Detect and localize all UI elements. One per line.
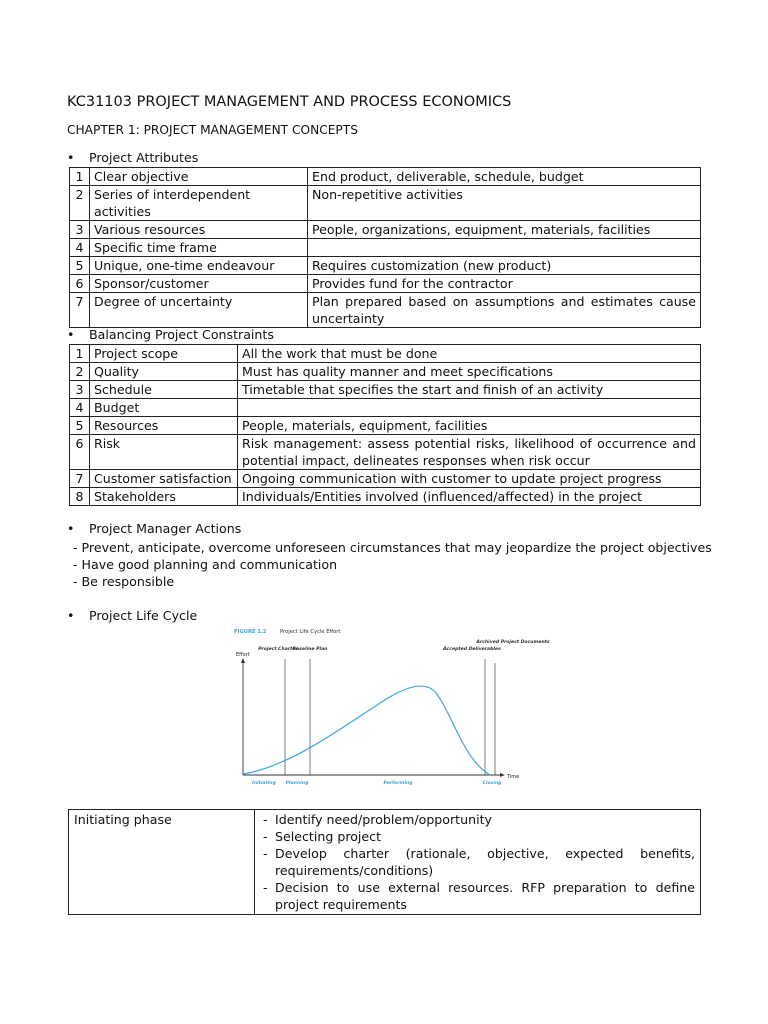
row-item: Sponsor/customer [90,275,308,293]
row-number: 1 [70,168,90,186]
lifecycle-figure [228,623,550,795]
table-row [70,435,701,470]
row-number: 1 [70,345,90,363]
phase-label-planning: Planning [285,781,309,786]
x-axis-arrow-icon [500,773,505,777]
phase-table [68,809,701,915]
action-line: - Be responsible [73,574,175,589]
row-number: 8 [70,488,90,506]
row-item: Customer satisfaction [90,470,238,488]
row-item: Stakeholders [90,488,238,506]
section-heading-text: Balancing Project Constraints [89,327,274,342]
y-axis-arrow-icon [241,658,245,663]
table-row [70,257,701,275]
x-axis-label: Time [507,774,520,780]
row-description: Plan prepared based on assumptions and estimates cause uncertainty [308,293,701,328]
figure-caption-prefix: FIGURE 1.2 [234,629,267,635]
row-number: 5 [70,257,90,275]
row-description: Risk management: assess potential risks, likelihood of occurrence and potential impact, delineates responses when risk occur [238,435,701,470]
phase-label-initiating: Initiating [252,781,276,786]
effort-curve [243,686,490,775]
row-item: Unique, one-time endeavour [90,257,308,275]
row-description: Timetable that specifies the start and finish of an activity [238,381,701,399]
row-description [238,399,701,417]
list-item-text: Identify need/problem/opportunity [275,812,492,827]
table-row [70,381,701,399]
phase-items-cell [255,810,701,915]
row-description: Non-repetitive activities [308,186,701,221]
table-row [70,293,701,328]
row-number: 4 [70,239,90,257]
row-item: Schedule [90,381,238,399]
section-heading-lifecycle [67,608,197,623]
table-row [70,275,701,293]
section-heading-constraints [67,327,274,342]
row-description: Provides fund for the contractor [308,275,701,293]
milestone-label-charter: Project Charter [258,647,298,652]
section-heading-text: Project Life Cycle [89,608,198,623]
table-row [70,168,701,186]
phase-label-closing: Closing [482,781,502,786]
row-item: Specific time frame [90,239,308,257]
row-number: 6 [70,275,90,293]
table-row [70,363,701,381]
row-description: End product, deliverable, schedule, budget [308,168,701,186]
document-title: KC31103 PROJECT MANAGEMENT AND PROCESS ECONOMICS [67,94,512,110]
row-item: Quality [90,363,238,381]
row-number: 4 [70,399,90,417]
row-item: Series of interdependent activities [90,186,308,221]
list-item-text: Selecting project [275,829,382,844]
constraints-table [69,344,701,506]
section-heading-text: Project Manager Actions [89,521,242,536]
row-description: People, materials, equipment, facilities [238,417,701,435]
section-heading-actions [67,521,241,536]
row-number: 2 [70,186,90,221]
row-number: 7 [70,293,90,328]
list-item-text: Develop charter (rationale, objective, expected benefits, requirements/conditions) [275,846,695,878]
row-description [308,239,701,257]
milestone-label-archived: Archived Project Documents [476,640,550,645]
action-line: - Have good planning and communication [73,557,338,572]
row-description: People, organizations, equipment, materials, facilities [308,221,701,239]
row-number: 6 [70,435,90,470]
row-item: Budget [90,399,238,417]
row-number: 3 [70,381,90,399]
row-item: Degree of uncertainty [90,293,308,328]
row-description: Must has quality manner and meet specifications [238,363,701,381]
row-description: Individuals/Entities involved (influenced/affected) in the project [238,488,701,506]
row-item: Resources [90,417,238,435]
row-item: Project scope [90,345,238,363]
bullet-icon: • [67,521,75,536]
table-row [70,399,701,417]
attributes-table [69,167,701,328]
list-item: - Selecting project [263,829,382,844]
section-heading-text: Project Attributes [89,150,199,165]
list-item: - Develop charter (rationale, objective, expected benefits, requirements/conditions) [263,846,695,878]
row-item: Various resources [90,221,308,239]
phase-label-performing: Performing [383,781,413,786]
phase-name-cell: Initiating phase [69,810,255,915]
row-number: 3 [70,221,90,239]
row-description: Ongoing communication with customer to update project progress [238,470,701,488]
row-item: Clear objective [90,168,308,186]
row-description: All the work that must be done [238,345,701,363]
list-item: - Decision to use external resources. RFP preparation to define project requirements [263,880,695,912]
bullet-icon: • [67,327,75,342]
y-axis-label: Effort [236,652,250,658]
table-row [70,417,701,435]
table-row [70,239,701,257]
list-item-text: Decision to use external resources. RFP preparation to define project requirements [275,880,695,912]
figure-caption: Project Life Cycle Effort [280,629,341,635]
table-row [69,810,701,915]
table-row [70,186,701,221]
row-description: Requires customization (new product) [308,257,701,275]
bullet-icon: • [67,608,75,623]
row-number: 7 [70,470,90,488]
list-item: - Identify need/problem/opportunity [263,812,492,827]
milestone-label-baseline: Baseline Plan [292,647,328,652]
milestone-label-accepted: Accepted Deliverables [443,647,501,652]
table-row [70,345,701,363]
section-heading-attributes [67,150,198,165]
action-line: - Prevent, anticipate, overcome unforeseen circumstances that may jeopardize the project objectives [73,540,712,555]
row-number: 5 [70,417,90,435]
bullet-icon: • [67,150,75,165]
table-row [70,470,701,488]
row-item: Risk [90,435,238,470]
chapter-heading: CHAPTER 1: PROJECT MANAGEMENT CONCEPTS [67,123,358,137]
table-row [70,488,701,506]
table-row [70,221,701,239]
row-number: 2 [70,363,90,381]
